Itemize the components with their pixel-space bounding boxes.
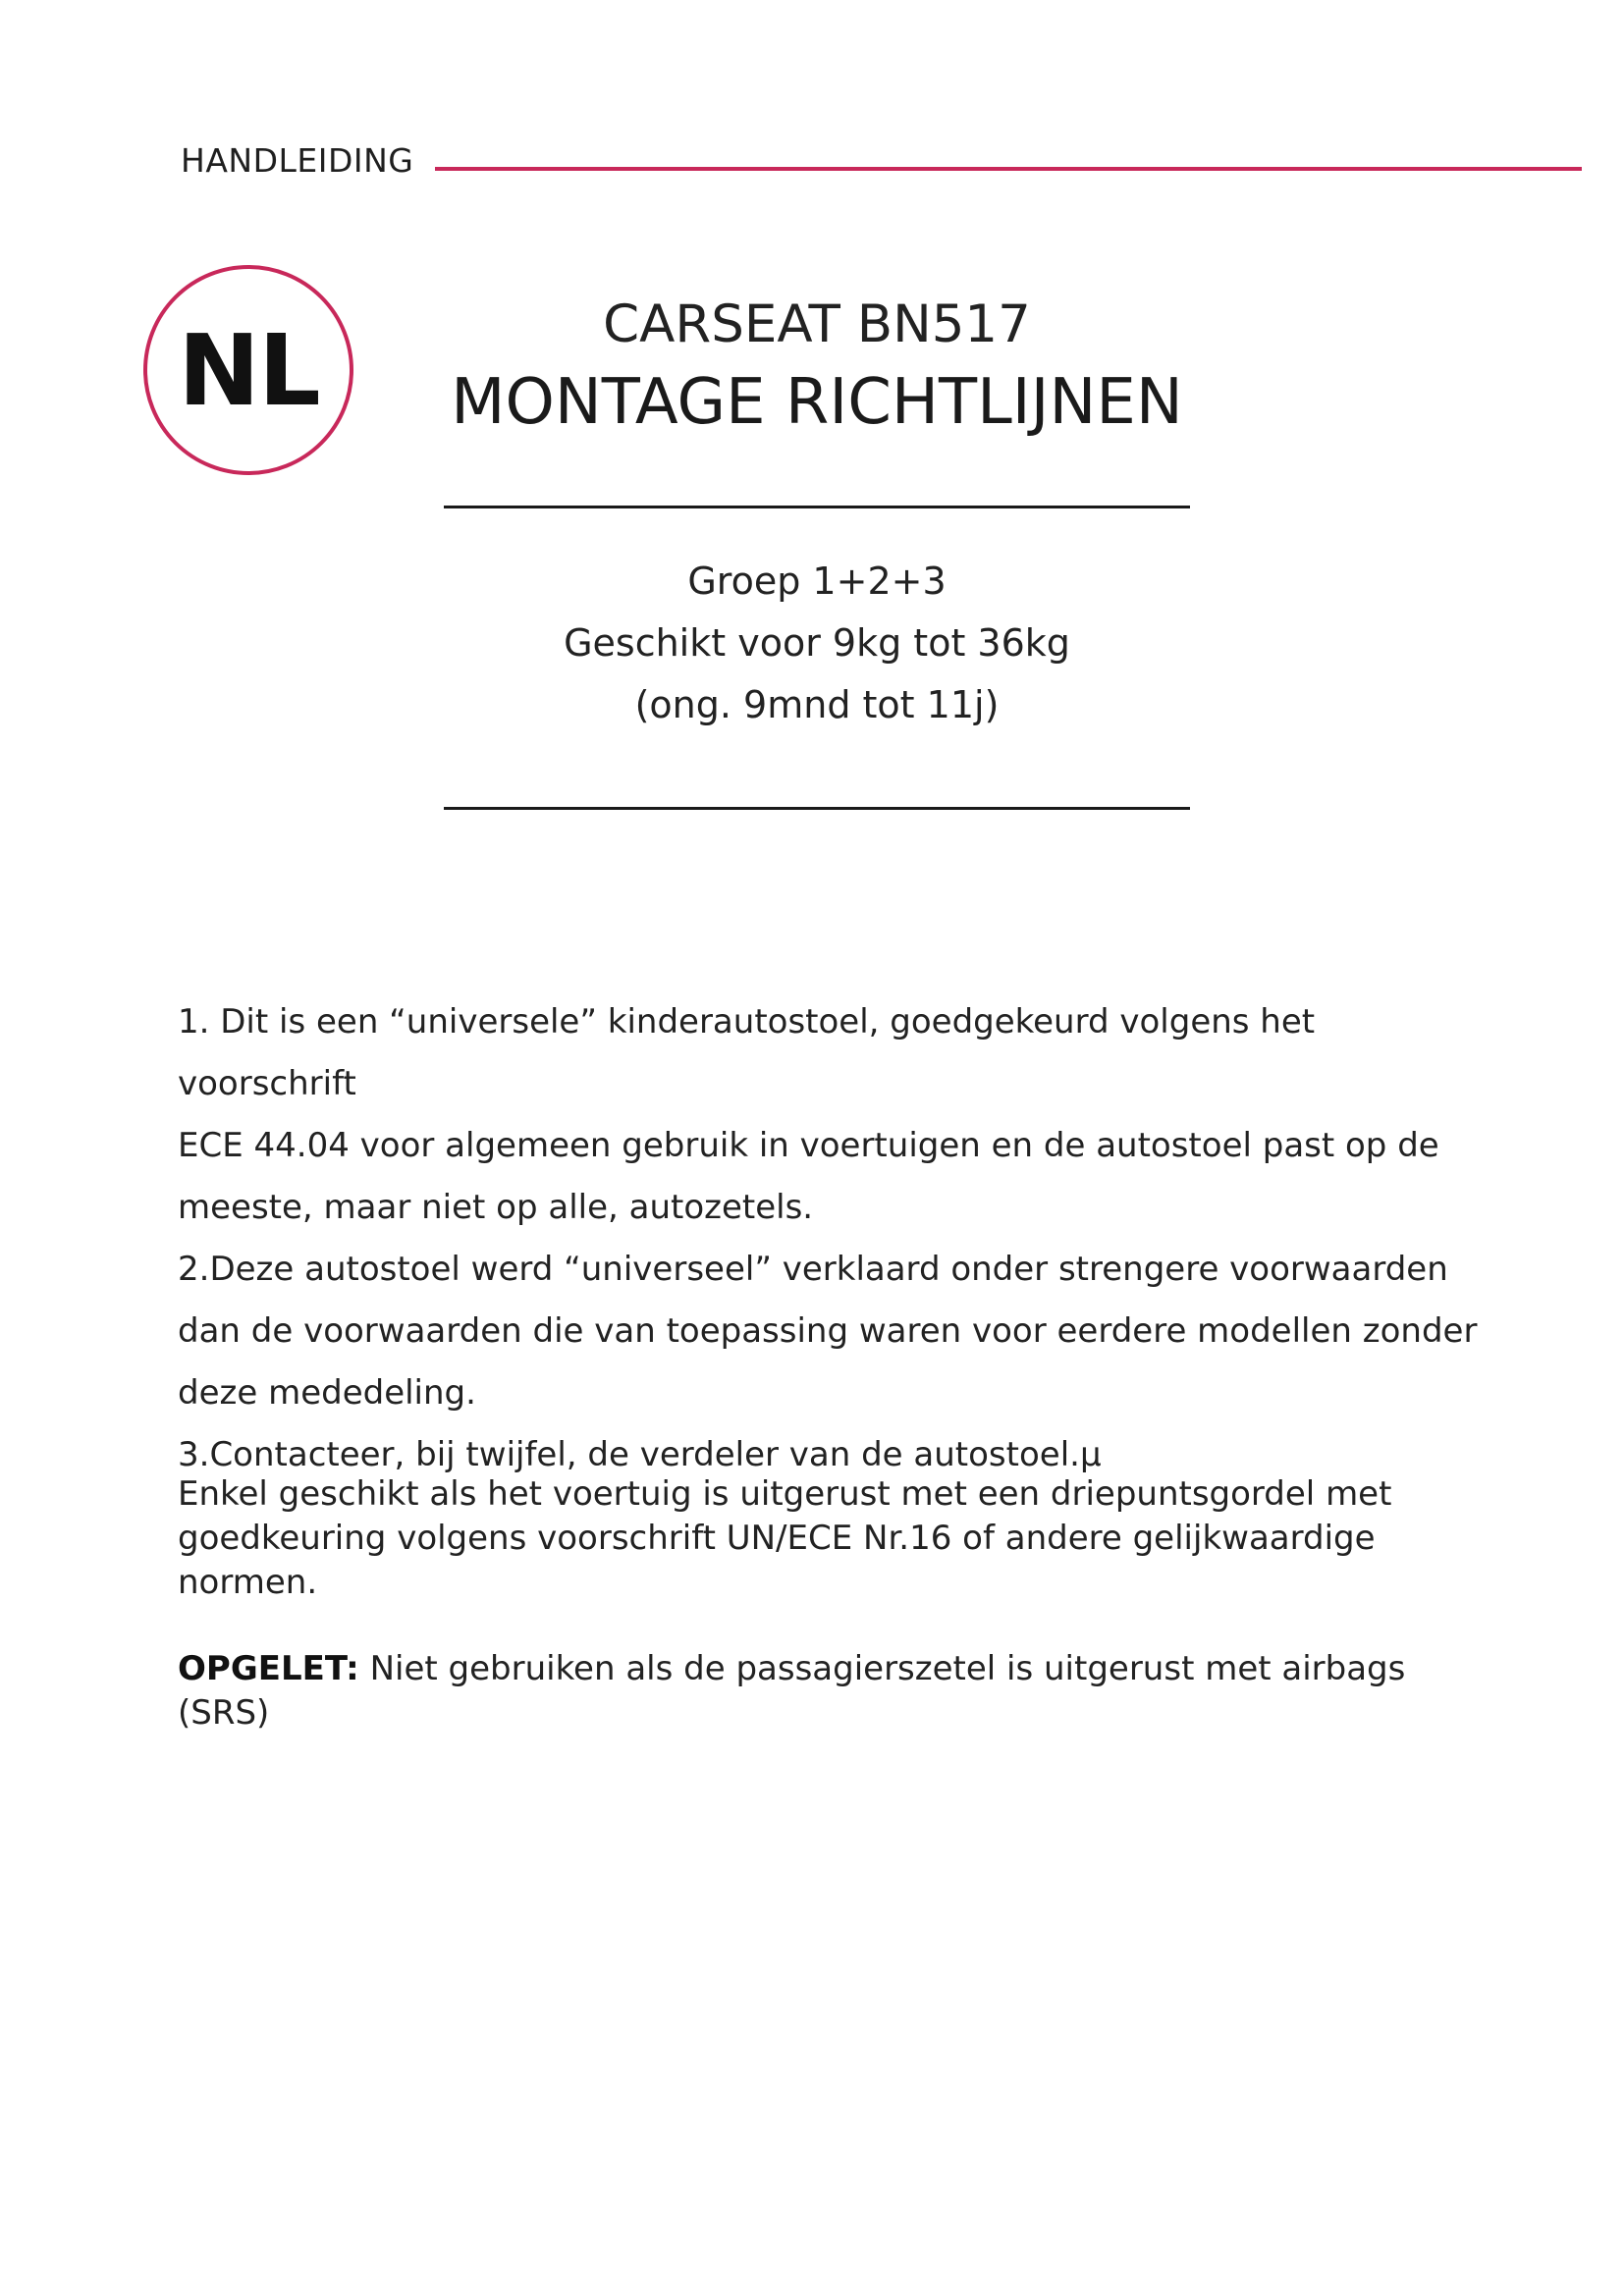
language-badge [143,265,353,475]
list-line: 3.Contacteer, bij twijfel, de verdeler van de autostoel.µ [178,1435,1102,1474]
spec-weight: Geschikt voor 9kg tot 36kg [564,621,1070,665]
seatbelt-note [178,1472,1484,1605]
list-line: ECE 44.04 voor algemeen gebruik in voertuigen en de autostoel past op de [178,1126,1439,1165]
note-line: normen. [178,1563,318,1602]
header-divider [435,167,1582,171]
numbered-list [178,991,1484,1486]
warning-text: Niet gebruiken als de passagierszetel is uitgerust met airbags (SRS) [178,1649,1406,1733]
title-divider-top [444,506,1190,508]
note-line: Enkel geschikt als het voertuig is uitgerust met een driepuntsgordel met [178,1474,1392,1514]
warning-label: OPGELET: [178,1649,359,1688]
list-line: meeste, maar niet op alle, autozetels. [178,1188,814,1227]
list-line: deze mededeling. [178,1373,476,1413]
list-line: dan de voorwaarden die van toepassing waren voor eerdere modellen zonder [178,1311,1478,1351]
list-line: 2.Deze autostoel werd “universeel” verklaard onder strengere voorwaarden [178,1250,1448,1289]
note-line: goedkeuring volgens voorschrift UN/ECE Nr.16 of andere gelijkwaardige [178,1519,1376,1558]
title-divider-bottom [444,807,1190,810]
spec-age: (ong. 9mnd tot 11j) [634,683,1000,726]
spec-group: Groep 1+2+3 [687,560,947,603]
product-name: CARSEAT BN517 [603,294,1031,354]
airbag-warning [178,1647,1484,1735]
section-label: HANDLEIDING [181,141,414,180]
language-code: NL [178,312,319,428]
list-line: 1. Dit is een “universele” kinderautostoel, goedgekeurd volgens het voorschrift [178,1002,1316,1103]
page-title: MONTAGE RICHTLIJNEN [451,366,1183,439]
